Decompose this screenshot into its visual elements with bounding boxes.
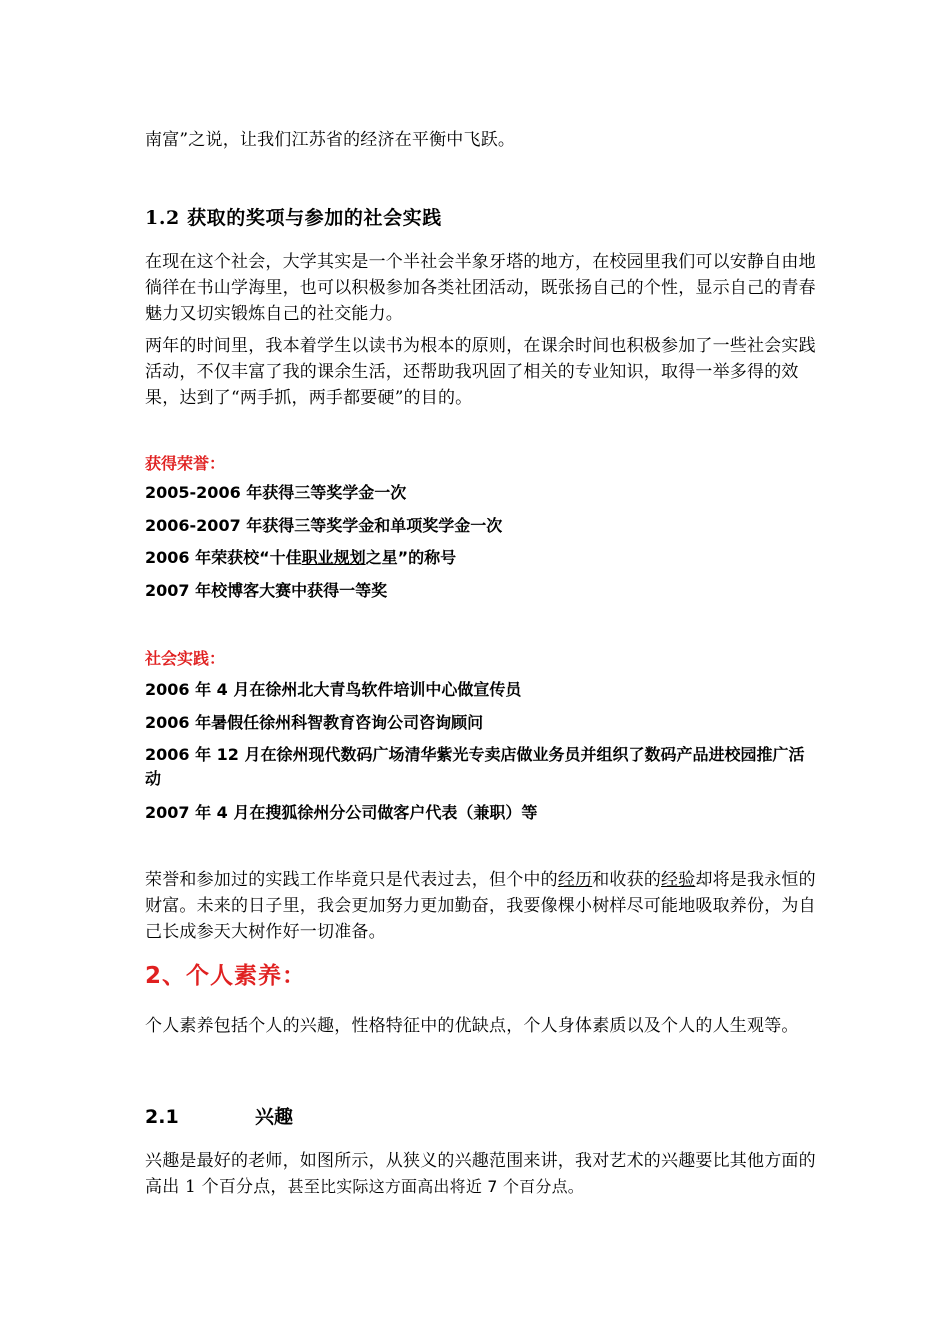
section-2-1-heading [145,1102,820,1129]
practice-item: 2006 年 12 月在徐州现代数码广场清华紫光专卖店做业务员并组织了数码产品进校园推广活动 [145,745,805,788]
closing-paragraph [145,867,820,945]
paragraph-text: 兴趣是最好的老师，如图所示，从狭义的兴趣范围来讲，我对艺术的兴趣要比其他方面的高出 1 个百分点， [145,1151,816,1197]
section-2-1-paragraph [145,1148,820,1200]
underlined-term: 经历 [557,870,593,890]
honors-label: 获得荣誉： [145,454,226,473]
practice-item: 2007 年 4 月在搜狐徐州分公司做客户代表（兼职）等 [145,803,538,822]
section-number: 2.1 [145,1106,179,1128]
closing-text: 荣誉和参加过的实践工作毕竟只是代表过去，但个中的 [145,870,558,890]
practice-item: 2006 年 4 月在徐州北大青鸟软件培训中心做宣传员 [145,680,522,699]
paragraph-text: 甚至比实际这方面高出将近 7 个百分点。 [287,1177,584,1196]
underlined-term: 职业规划 [301,548,366,567]
section-1-2-heading: 1.2 获取的奖项与参加的社会实践 [145,207,442,229]
section-1-2-paragraph-1: 在现在这个社会，大学其实是一个半社会半象牙塔的地方，在校园里我们可以安静自由地徜徉在书山学海里，也可以积极参加各类社团活动，既张扬自己的个性，显示自己的青春魅力又切实锻炼自己的社交能力。 [145,252,816,324]
honor-item: 2006-2007 年获得三等奖学金和单项奖学金一次 [145,516,503,535]
section-2-paragraph: 个人素养包括个人的兴趣，性格特征中的优缺点，个人身体素质以及个人的人生观等。 [145,1016,799,1036]
honor-item [145,546,820,570]
section-1-2-paragraph-2: 两年的时间里，我本着学生以读书为根本的原则，在课余时间也积极参加了一些社会实践活动，不仅丰富了我的课余生活，还帮助我巩固了相关的专业知识，取得一举多得的效果，达到了“两手抓，两手都要硬”的目的。 [145,336,816,408]
honor-item: 2007 年校博客大赛中获得一等奖 [145,581,388,600]
underlined-term: 经验 [661,870,696,890]
section-title: 兴趣 [255,1106,294,1128]
intro-line: 南富”之说，让我们江苏省的经济在平衡中飞跃。 [145,130,516,150]
honor-item-text: 之星”的称号 [365,548,457,567]
honor-item: 2005-2006 年获得三等奖学金一次 [145,483,407,502]
closing-text: 却将是我永恒的财富。未来的日子里，我会更加努力更加勤奋，我要像棵小树样尽可能地吸取养份，为自己长成参天大树作好一切准备。 [145,870,816,942]
honor-item-text: 2006 年荣获校“十佳 [145,548,302,567]
closing-text: 和收获的 [592,870,662,890]
practice-item: 2006 年暑假任徐州科智教育咨询公司咨询顾问 [145,713,484,732]
section-2-heading: 2、个人素养： [145,963,307,989]
practice-label: 社会实践： [145,649,226,668]
